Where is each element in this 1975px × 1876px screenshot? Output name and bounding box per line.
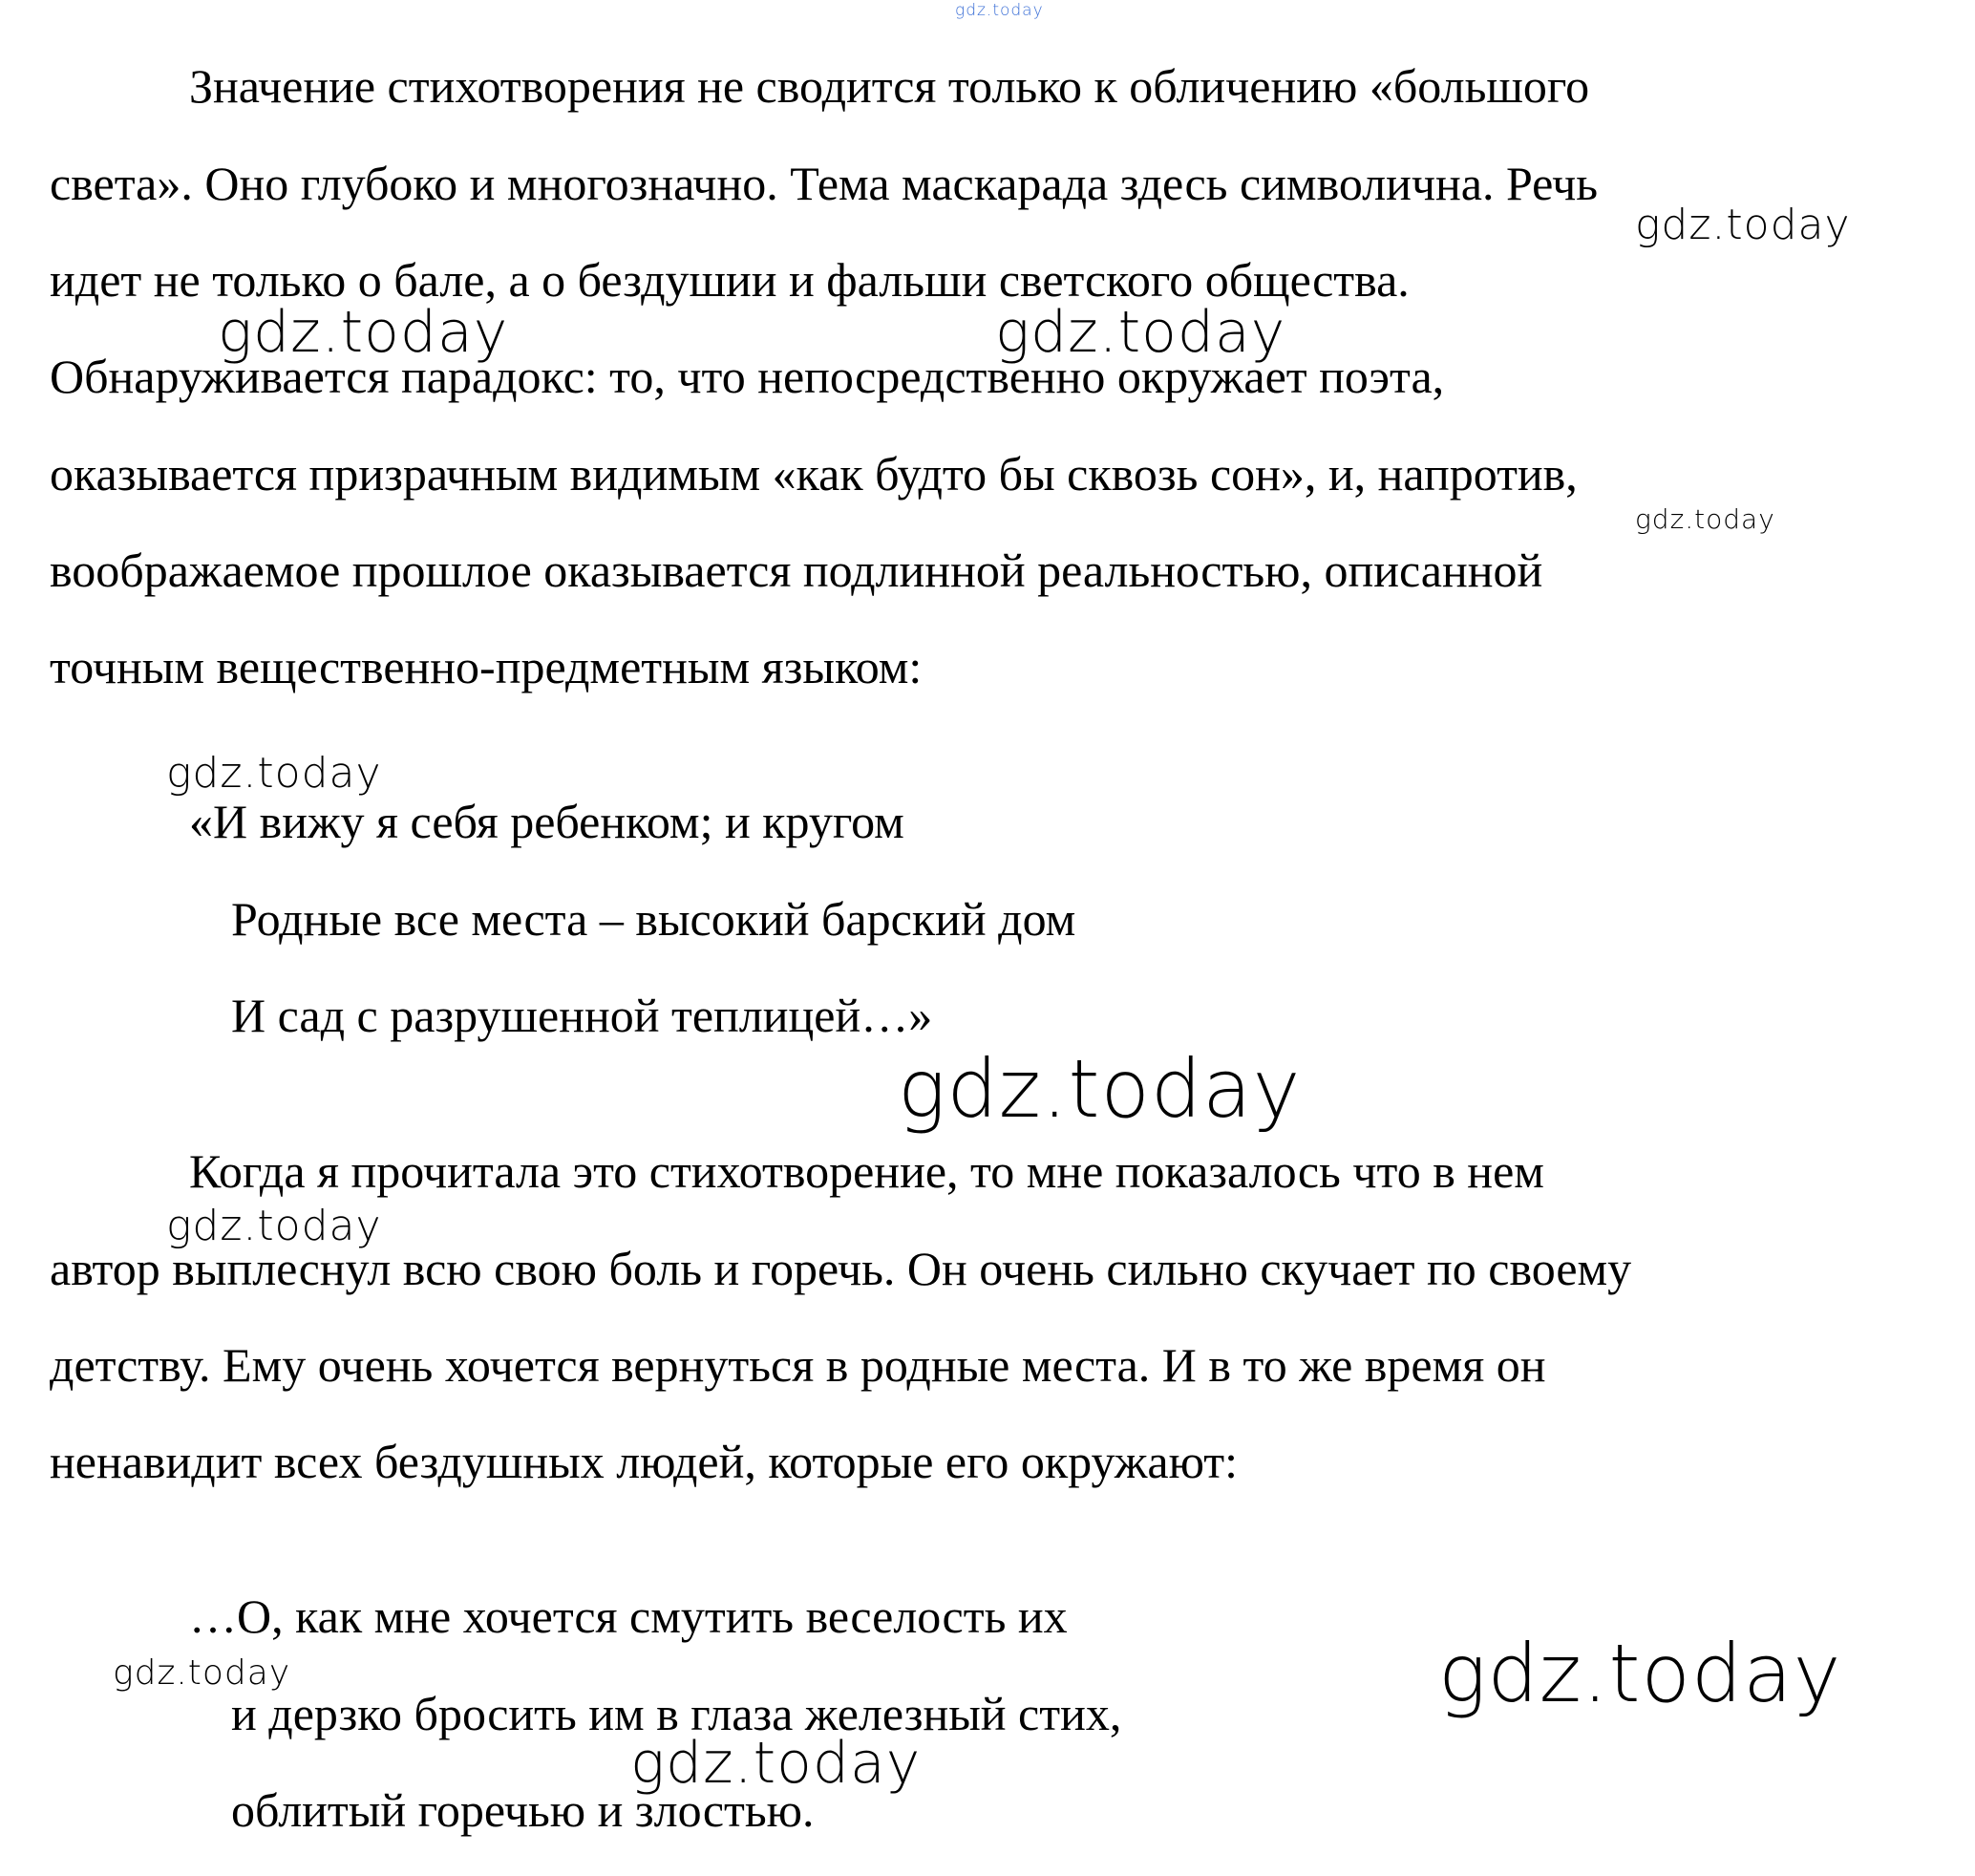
watermark: gdz.today: [995, 299, 1286, 366]
watermark: gdz.today: [1635, 503, 1775, 535]
paragraph1-line-4: Обнаруживается парадокс: то, что непосредственно окружает поэта,: [50, 350, 1445, 403]
quote2-line-1: …О, как мне хочется смутить веселость их: [189, 1589, 1068, 1643]
paragraph1-line-6: воображаемое прошлое оказывается подлинной реальностью, описанной: [50, 544, 1543, 597]
watermark: gdz.today: [113, 1653, 291, 1693]
quote1-line-2: Родные все места – высокий барский дом: [231, 892, 1076, 946]
paragraph2-line-3: детству. Ему очень хочется вернуться в родные места. И в то же время он: [50, 1338, 1546, 1392]
watermark: gdz.today: [1438, 1627, 1842, 1720]
paragraph2-line-2: автор выплеснул всю свою боль и горечь. Он очень сильно скучает по своему: [50, 1242, 1632, 1295]
quote2-line-3: облитый горечью и злостью.: [231, 1783, 815, 1837]
watermark: gdz.today: [218, 299, 509, 366]
watermark: gdz.today: [1635, 201, 1851, 249]
paragraph1-line-2: света». Оно глубоко и многозначно. Тема маскарада здесь символична. Речь: [50, 157, 1599, 210]
watermark: gdz.today: [166, 1202, 382, 1250]
paragraph1-line-1: Значение стихотворения не сводится только к обличению «большого: [189, 59, 1590, 113]
quote1-line-1: «И вижу я себя ребенком; и кругом: [189, 795, 904, 848]
quote1-line-3: И сад с разрушенной теплицей…»: [231, 989, 933, 1042]
paragraph2-line-4: ненавидит всех бездушных людей, которые его окружают:: [50, 1435, 1239, 1488]
watermark: gdz.today: [898, 1042, 1302, 1136]
watermark: gdz.today: [166, 749, 382, 798]
paragraph1-line-7: точным вещественно-предметным языком:: [50, 640, 923, 693]
paragraph1-line-5: оказывается призрачным видимым «как будто бы сквозь сон», и, напротив,: [50, 447, 1578, 501]
watermark: gdz.today: [630, 1730, 922, 1797]
watermark-top: gdz.today: [955, 1, 1044, 20]
paragraph2-line-1: Когда я прочитала это стихотворение, то мне показалось что в нем: [189, 1144, 1544, 1198]
paragraph1-line-3: идет не только о бале, а о бездушии и фальши светского общества.: [50, 253, 1410, 307]
quote2-line-2: и дерзко бросить им в глаза железный стих,: [231, 1687, 1122, 1740]
